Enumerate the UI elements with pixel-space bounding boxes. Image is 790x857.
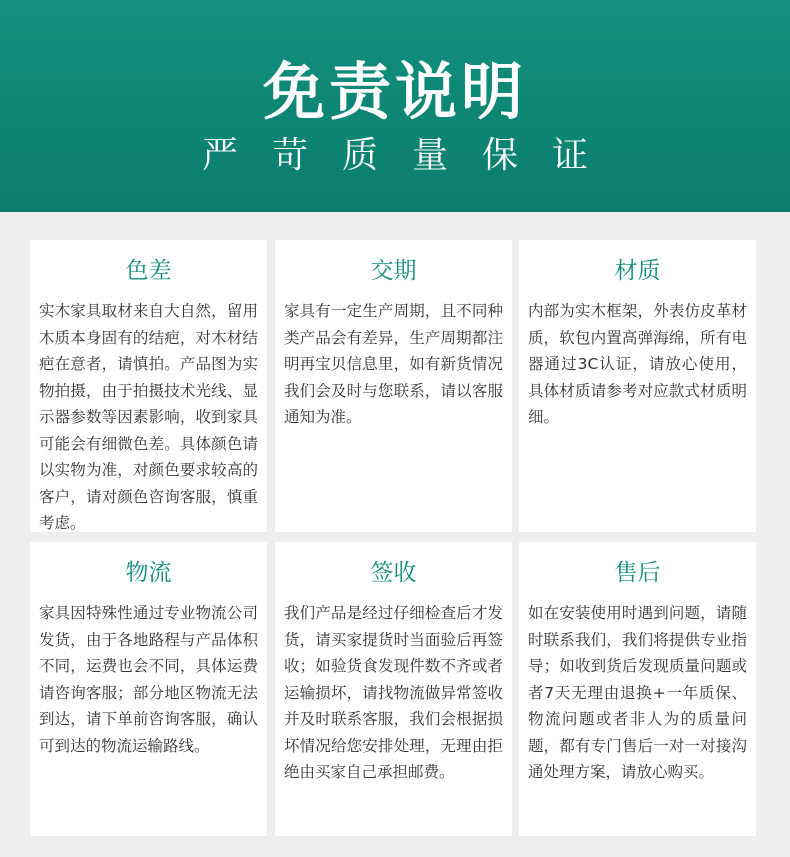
page-title: 免责说明 bbox=[262, 55, 527, 128]
card-material bbox=[519, 240, 756, 532]
card-delivery-time bbox=[275, 240, 512, 532]
card-body: 我们产品是经过仔细检查后才发货，请买家提货时当面验后再签收；如验货食发现件数不齐或者运输损坏，请找物流做异常签收并及时联系客服，我们会根据损坏情况给您安排处理，无理由拒绝由买家自己承担邮费。 bbox=[284, 604, 503, 781]
card-title: 物流 bbox=[125, 560, 172, 586]
card-logistics bbox=[30, 542, 267, 836]
card-title: 签收 bbox=[370, 560, 417, 586]
card-body: 家具因特殊性通过专业物流公司发货，由于各地路程与产品体积不同，运费也会不同，具体运费请咨询客服；部分地区物流无法到达，请下单前咨询客服，确认可到达的物流运输路线。 bbox=[39, 604, 258, 755]
page-subtitle: 严苛质量保证 bbox=[201, 135, 622, 176]
card-body: 实木家具取材来自大自然，留用木质本身固有的结疤，对木材结疤在意者，请慎拍。产品图为实物拍摄，由于拍摄技术光线、显示器参数等因素影响，收到家具可能会有细微色差。具体颜色请以实物为准，对颜色要求较高的客户，请对颜色咨询客服，慎重考虑。 bbox=[39, 302, 258, 532]
card-title: 售后 bbox=[614, 560, 661, 586]
card-body: 内部为实木框架，外表仿皮革材质，软包内置高弹海绵，所有电器通过3C认证，请放心使用，具体材质请参考对应款式材质明细。 bbox=[528, 302, 747, 426]
card-title: 色差 bbox=[125, 258, 172, 284]
card-after-sales bbox=[519, 542, 756, 836]
card-title: 材质 bbox=[614, 258, 661, 284]
card-body: 家具有一定生产周期，且不同种类产品会有差异，生产周期都注明再宝贝信息里，如有新货情况我们会及时与您联系，请以客服通知为准。 bbox=[284, 302, 503, 426]
header-banner bbox=[0, 0, 790, 212]
card-body: 如在安装使用时遇到问题，请随时联系我们，我们将提供专业指导；如收到货后发现质量问题或者7天无理由退换+一年质保、物流问题或者非人为的质量问题，都有专门售后一对一对接沟通处理方案，请放心购买。 bbox=[528, 604, 747, 781]
card-sign-for bbox=[275, 542, 512, 836]
card-title: 交期 bbox=[370, 258, 417, 284]
card-color-difference bbox=[30, 240, 267, 532]
